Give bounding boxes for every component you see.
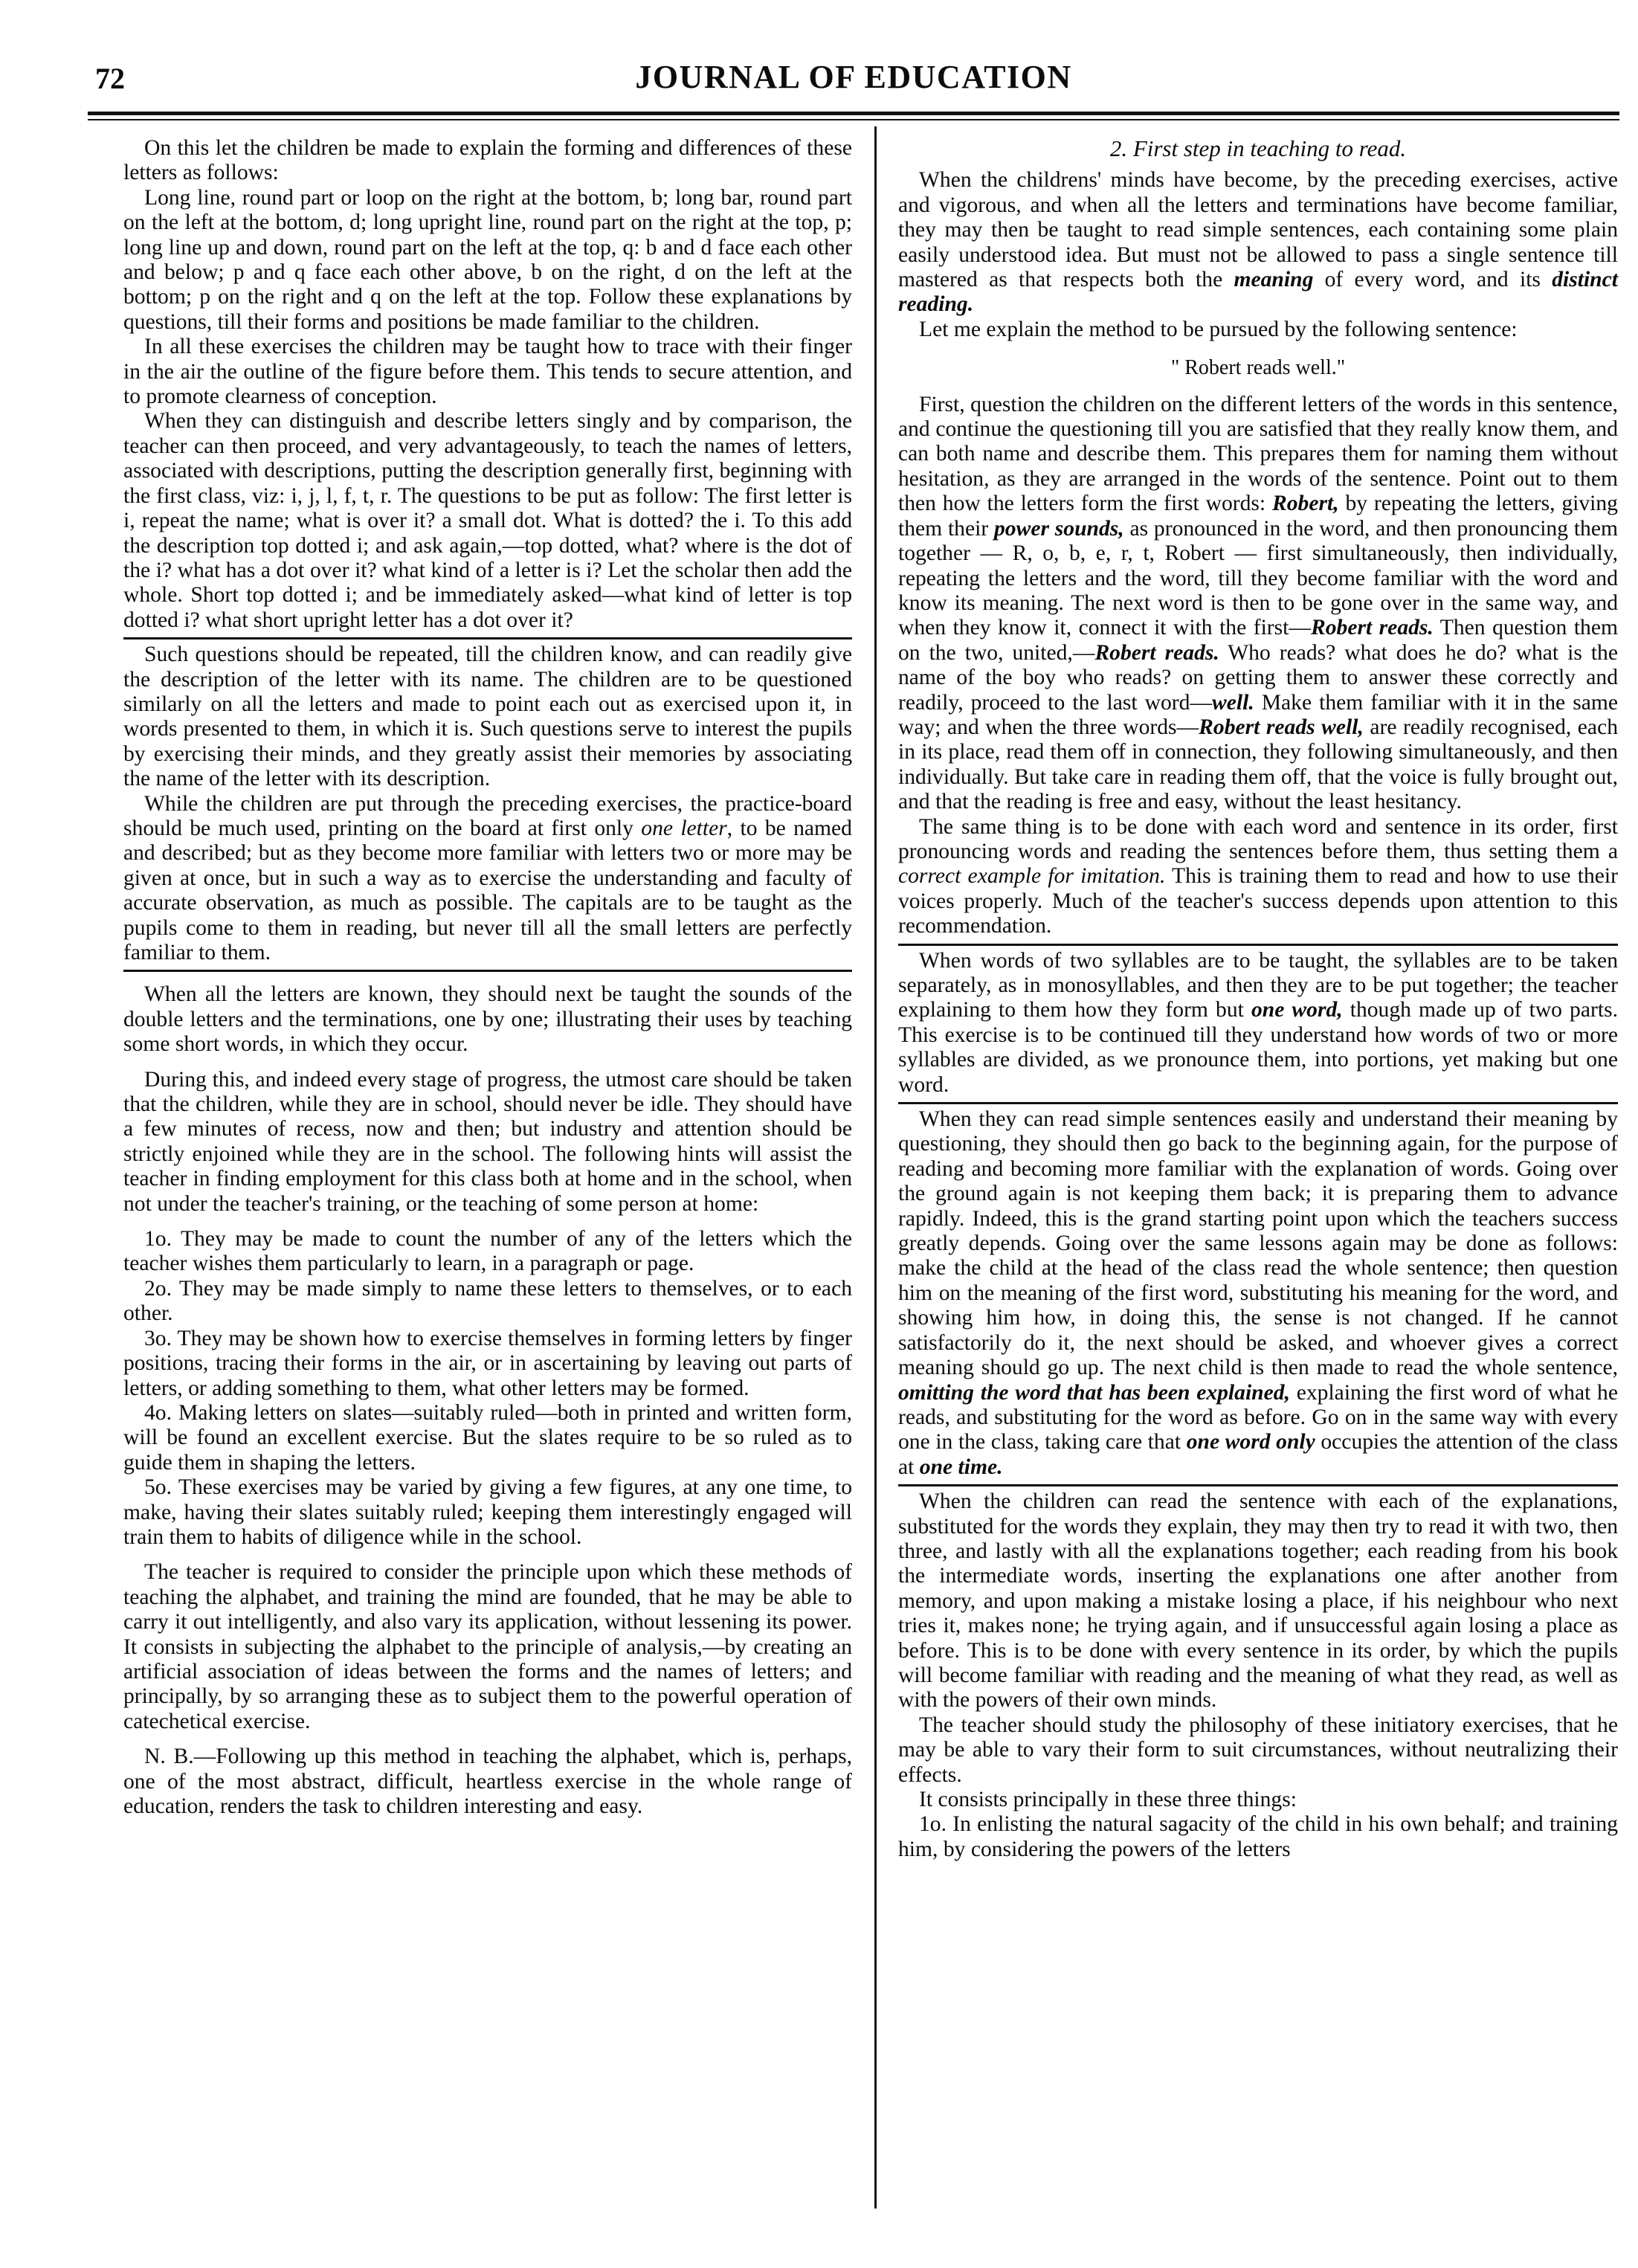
separator-rule: [898, 1102, 1618, 1104]
paragraph: The same thing is to be done with each word and sentence in its order, first pronouncing words and reading the sentences before them, thus setting them a correct example for imitation. This is training them to read and how to use their voices properly. Much of the teacher's success depends upon attention to this recommendation.: [898, 814, 1618, 938]
paragraph: In all these exercises the children may be taught how to trace with their finger in the air the outline of the figure before them. This tends to secure attention, and to promote clearness of conception.: [123, 335, 852, 409]
list-item: 4o. Making letters on slates—suitably ruled—both in printed and written form, will be found an excellent exercise. But the slates require to be so ruled as to guide them in shaping the letters.: [123, 1400, 852, 1475]
paragraph: The teacher should study the philosophy of these initiatory exercises, that he may be able to vary their form to suit circumstances, without neutralizing their effects.: [898, 1713, 1618, 1787]
paragraph: Such questions should be repeated, till the children know, and can readily give the description of the letter with its name. The children are to be questioned similarly on all the letters and made to point each out as exercised upon it, in words presented to them, in which it is. Such questions serve to interest the pupils by exercising their minds, and they greatly assist their memories by associating the name of the letter with its description.: [123, 642, 852, 791]
paragraph: N. B.—Following up this method in teaching the alphabet, which is, perhaps, one of the most abstract, difficult, heartless exercise in the whole range of education, renders the task to children interesting and easy.: [123, 1745, 852, 1818]
paragraph: During this, and indeed every stage of progress, the utmost care should be taken that the children, while they are in school, should never be idle. They should have a few minutes of recess, now and then; but industry and attention should be strictly enjoined while they are in the school. The following hints will assist the teacher in finding employment for this class both at home and in the school, when not under the teacher's training, or the teaching of some person at home:: [123, 1067, 852, 1216]
header-rule-thin: [88, 119, 1619, 120]
running-title: JOURNAL OF EDUCATION: [635, 59, 1072, 95]
column-divider: [874, 126, 877, 2209]
right-column: [898, 136, 1618, 1862]
paragraph: When they can read simple sentences easily and understand their meaning by questioning, they should then go back to the beginning again, for the purpose of reading and becoming more familiar with the explanation of words. Going over the ground again is not keeping them back; it is preparing them to advance rapidly. Indeed, this is the grand starting point upon which the teachers success greatly depends. Going over the same lessons again may be done as follows: make the child at the head of the class read the whole sentence; then question him on the meaning of the first word, substituting his meaning for the word, and showing him how, in doing this, the sense is not changed. If he cannot satisfactorily do it, the next should be asked, and whoever gives a correct meaning should go up. The next child is then made to read the whole sentence, omitting the word that has been explained, explaining the first word of what he reads, and substituting for the word as before. Go on in the same way with every one in the class, taking care that one word only occupies the attention of the class at one time.: [898, 1107, 1618, 1479]
separator-rule: [898, 1484, 1618, 1486]
header-rule: [88, 112, 1619, 115]
example-sentence: " Robert reads well.": [1170, 356, 1346, 380]
separator-rule: [123, 637, 852, 640]
paragraph: When the childrens' minds have become, by the preceding exercises, active and vigorous, and when all the letters and terminations have become familiar, they may then be taught to read simple sentences, each containing some plain easily understood idea. But must not be allowed to pass a single sentence till mastered as that respects both the meaning of every word, and its distinct reading.: [898, 168, 1618, 317]
list-item: 5o. These exercises may be varied by giving a few figures, at any one time, to make, having their slates suitably ruled; keeping them interestingly engaged will train them to habits of diligence while in the school.: [123, 1475, 852, 1549]
separator-rule: [898, 944, 1618, 946]
list-item: 1o. In enlisting the natural sagacity of the child in his own behalf; and training him, by considering the powers of the letters: [898, 1812, 1618, 1861]
paragraph: While the children are put through the preceding exercises, the practice-board should be much used, printing on the board at first only one letter, to be named and described; but as they become more familiar with letters two or more may be given at once, but in such a way as to exercise the understanding and faculty of accurate observation, as much as possible. The capitals are to be taught as the pupils come to them in reading, but never till all the small letters are perfectly familiar to them.: [123, 791, 852, 964]
paragraph: When the children can read the sentence with each of the explanations, substituted for the words they explain, they may then try to read it with two, then three, and lastly with all the explanations together; each reading from his book the intermediate words, inserting the explanations one after another from memory, and upon making a mistake losing a place, if his neighbour who next tries it, makes none; he trying again, and if unsuccessful again losing a place as before. This is to be done with every sentence in its order, by which the pupils will become familiar with reading and the meaning of what they read, as well as with the powers of their own minds.: [898, 1489, 1618, 1713]
paragraph: When they can distinguish and describe letters singly and by comparison, the teacher can then proceed, and very advantageously, to teach the names of letters, associated with descriptions, putting the description generally first, beginning with the first class, viz: i, j, l, f, t, r. The questions to be put as follow: The first letter is i, repeat the name; what is over it? a small dot. What is dotted? the i. To this add the description top dotted i; and ask again,—top dotted, what? where is the dot of the i? what has a dot over it? what kind of a letter is i? Let the scholar then add the whole. Short top dotted i; and be immediately asked—what kind of letter is top dotted i? what short upright letter has a dot over it?: [123, 409, 852, 632]
paragraph: Long line, round part or loop on the right at the bottom, b; long bar, round part on the left at the bottom, d; long upright line, round part on the right at the top, p; long line up and down, round part on the left at the top, q: b and d face each other and below; p and q face each other above, b on the right, d on the left at the bottom; p on the right and q on the left at the top. Follow these explanations by questions, till their forms and positions be made familiar to the children.: [123, 185, 852, 334]
section-title: 2. First step in teaching to read.: [1109, 135, 1407, 161]
paragraph: When all the letters are known, they should next be taught the sounds of the double letters and the terminations, one by one; illustrating their uses by teaching some short words, in which they occur.: [123, 982, 852, 1057]
page-header: [88, 58, 1619, 103]
paragraph: When words of two syllables are to be taught, the syllables are to be taken separately, as in monosyllables, and then they are to be put together; the teacher explaining to them how they form but one word, though made up of two parts. This exercise is to be continued till they understand how words of two or more syllables are divided, as we pronounce them, into portions, yet making but one word.: [898, 948, 1618, 1097]
paragraph: On this let the children be made to explain the forming and differences of these letters as follows:: [123, 136, 852, 185]
left-column: [123, 136, 852, 1819]
paragraph: The teacher is required to consider the principle upon which these methods of teaching the alphabet, and training the mind are founded, that he may be able to carry it out intelligently, and also vary its application, without lessening its power. It consists in subjecting the alphabet to the principle of analysis,—by creating an artificial association of ideas between the forms and the names of letters; and principally, by so arranging these as to subject them to the powerful operation of catechetical exercise.: [123, 1560, 852, 1733]
separator-rule: [123, 970, 852, 972]
list-item: 2o. They may be made simply to name these letters to themselves, or to each other.: [123, 1276, 852, 1326]
paragraph: Let me explain the method to be pursued by the following sentence:: [919, 317, 1518, 341]
paragraph: It consists principally in these three things:: [919, 1788, 1297, 1811]
page-number: 72: [95, 62, 125, 95]
paragraph: First, question the children on the different letters of the words in this sentence, and continue the questioning till you are satisfied that they really know them, and can both name and describe them. This prepares them for naming them without hesitation, as they are arranged in the words of the sentence. Point out to them then how the letters form the first words: Robert, by repeating the letters, giving them their power sounds, as pronounced in the word, and then pronouncing them together — R, o, b, e, r, t, Robert — first simultaneously, then individually, repeating the letters and the word, till they become familiar with the word and know its meaning. The next word is then to be gone over in the same way, and when they know it, connect it with the first—Robert reads. Then question them on the two, united,—Robert reads. Who reads? what does he do? what is the name of the boy who reads? on getting them to answer these correctly and readily, proceed to the last word—well. Make them familiar with it in the same way; and when the three words—Robert reads well, are readily recognised, each in its place, read them off in connection, they following simultaneously, and then individually. But take care in reading them off, that the voice is fully brought out, and that the reading is free and easy, without the least hesitancy.: [898, 392, 1619, 814]
list-item: 3o. They may be shown how to exercise themselves in forming letters by finger positions, tracing their forms in the air, or in ascertaining by leaving out parts of letters, or adding something to them, what other letters may be formed.: [123, 1326, 852, 1400]
list-item: 1o. They may be made to count the number of any of the letters which the teacher wishes them particularly to learn, in a paragraph or page.: [123, 1227, 852, 1276]
